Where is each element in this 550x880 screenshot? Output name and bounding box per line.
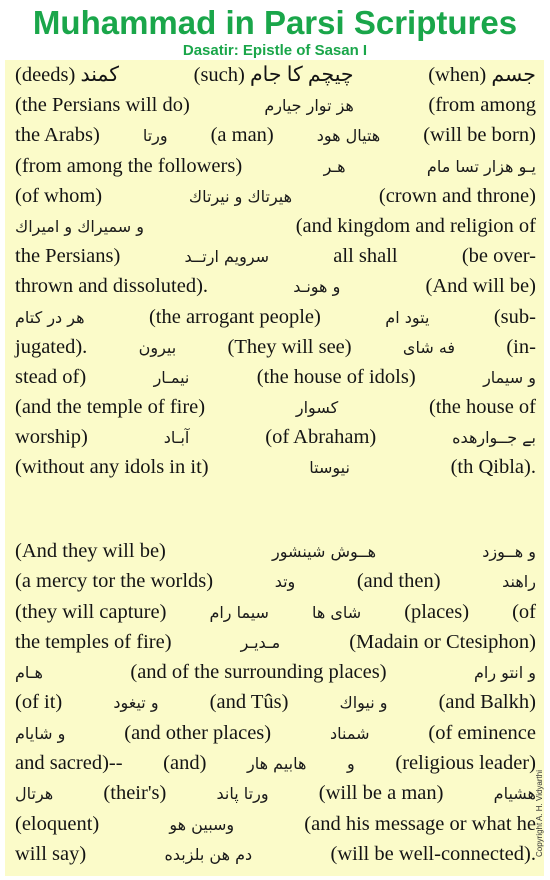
english-text: (places)	[404, 600, 470, 623]
text-line	[5, 687, 544, 717]
text-line	[5, 566, 544, 596]
persian-text: و شایام	[15, 723, 66, 743]
english-text: (They will see)	[227, 335, 352, 358]
english-text: (will be a man)	[318, 782, 444, 805]
persian-text: مـديـر	[240, 632, 281, 652]
text-line	[5, 718, 544, 748]
english-text: (of it)	[15, 691, 63, 714]
text-line	[5, 748, 544, 778]
english-text: (in-	[506, 335, 536, 358]
page-title: Muhammad in Parsi Scriptures	[32, 4, 518, 41]
english-text: all shall	[333, 245, 398, 268]
text-line	[5, 181, 544, 211]
english-text: (of	[512, 600, 536, 623]
english-text: (the house of idols)	[256, 365, 416, 388]
english-text: (when) جسم	[428, 64, 536, 86]
english-text: (such) چیچم کا جام	[193, 64, 354, 86]
text-line	[5, 332, 544, 362]
english-text: (sub-	[493, 305, 536, 328]
text-line	[5, 627, 544, 657]
persian-text: و انتو رام	[474, 663, 536, 683]
text-line	[5, 536, 544, 566]
text-line	[5, 597, 544, 627]
persian-text: هرتال	[15, 784, 54, 804]
persian-text: هابیم هار	[247, 754, 307, 774]
persian-text: هــوش شینشور	[272, 542, 377, 561]
english-text: (without any idols in it)	[15, 456, 209, 479]
english-text: (and kingdom and religion of	[295, 214, 536, 237]
text-line	[5, 839, 544, 869]
persian-text: و تیغود	[113, 693, 159, 713]
text-line	[5, 271, 544, 301]
english-text: (Madain or Ctesiphon)	[349, 630, 536, 653]
persian-text: هیرتاك و نیرتاك	[188, 186, 293, 206]
persian-text: سیما رام	[209, 602, 269, 622]
persian-text: هـر	[323, 156, 346, 176]
persian-text: هشیام	[493, 784, 536, 804]
page-subtitle: Dasatir: Epistle of Sasan I	[182, 42, 368, 59]
english-text: (and then)	[356, 570, 441, 593]
english-text: (and the temple of fire)	[15, 396, 206, 419]
text-line	[5, 422, 544, 452]
persian-text: وتد	[274, 572, 296, 592]
english-text: (religious leader)	[395, 752, 536, 775]
persian-text: فه شای	[402, 337, 456, 357]
persian-text: و سمیراك و امیراك	[15, 216, 144, 236]
english-text: the temples of fire)	[15, 630, 172, 653]
english-text: stead of)	[15, 365, 87, 388]
persian-text: نیوستا	[309, 458, 350, 478]
text-line	[5, 452, 544, 482]
english-text: (they will capture)	[15, 600, 167, 623]
english-text: (will be born)	[423, 124, 536, 147]
text-line	[5, 809, 544, 839]
text-line	[5, 120, 544, 150]
text-line	[5, 151, 544, 181]
english-text: (and Tûs)	[209, 691, 289, 714]
english-text: (be over-	[461, 245, 536, 268]
english-text: (the arrogant people)	[148, 305, 321, 328]
english-text: (deeds) کمند	[15, 64, 120, 86]
persian-text: بیرون	[138, 337, 177, 357]
copyright-notice: Copyright A. H. Vidyarthi	[535, 770, 544, 858]
persian-text: و هــوزد	[482, 542, 536, 561]
persian-text: و هونـد	[293, 277, 341, 297]
scripture-scan	[5, 60, 544, 876]
english-text: (their's)	[103, 782, 167, 805]
passage-2	[5, 536, 544, 869]
english-text: (and his message or what he	[304, 812, 536, 835]
english-text: (will be well-connected).	[330, 842, 536, 865]
english-text: the Arabs)	[15, 124, 100, 147]
english-text: thrown and dissoluted).	[15, 275, 209, 298]
text-line	[5, 302, 544, 332]
persian-text: و سیمار	[483, 367, 536, 387]
english-text: (and)	[163, 752, 207, 775]
persian-text: یـو هزار تسا مام	[426, 156, 536, 176]
text-line	[5, 211, 544, 241]
english-text: and sacred)--	[15, 752, 123, 775]
persian-text: کسوار	[295, 398, 339, 418]
english-text: the Persians)	[15, 245, 121, 268]
english-text: (the house of	[428, 396, 536, 419]
english-text: (crown and throne)	[378, 184, 536, 207]
english-text: (a mercy tor the worlds)	[15, 570, 214, 593]
text-line	[5, 241, 544, 271]
text-line	[5, 362, 544, 392]
english-text: (the Persians will do)	[15, 94, 190, 117]
persian-text: و	[347, 754, 355, 774]
english-text: (of whom)	[15, 184, 103, 207]
english-text: (of Abraham)	[265, 426, 377, 449]
english-text: (from among	[428, 94, 536, 117]
english-text: (of eminence	[428, 721, 536, 744]
persian-text: نيمـار	[153, 367, 190, 387]
english-text: (And they will be)	[15, 540, 166, 562]
text-line	[5, 392, 544, 422]
persian-text: وسبین هو	[169, 814, 235, 834]
english-text: (And will be)	[425, 275, 536, 298]
english-text: (a man)	[210, 124, 274, 147]
english-text: (and of the surrounding places)	[130, 661, 387, 684]
passage-1	[5, 60, 544, 483]
persian-text: دم هن بلزبده	[164, 844, 253, 864]
english-text: worship)	[15, 426, 88, 449]
persian-text: ورتا	[142, 126, 168, 146]
persian-text: يتود ام	[385, 307, 430, 327]
persian-text: شمناد	[330, 723, 370, 743]
text-line	[5, 90, 544, 120]
english-text: (and Balkh)	[438, 691, 536, 714]
english-text: will say)	[15, 842, 87, 865]
persian-text: هز توار جیارم	[264, 96, 354, 116]
english-text: (and other places)	[124, 721, 272, 744]
persian-text: هـام	[15, 663, 43, 683]
english-text: (eloquent)	[15, 812, 100, 835]
persian-text: هتیال هود	[316, 126, 381, 146]
english-text: jugated).	[15, 335, 88, 358]
persian-text: بے جــوارهده	[452, 428, 536, 448]
english-text: (th Qibla).	[450, 456, 536, 479]
persian-text: آبـاد	[163, 428, 190, 448]
persian-text: و نیواك	[339, 693, 388, 713]
text-line	[5, 778, 544, 808]
text-line	[5, 657, 544, 687]
persian-text: ورتا پاند	[216, 784, 269, 804]
persian-text: هر در کتام	[15, 307, 85, 327]
persian-text: سرويم ارتــد	[184, 247, 270, 267]
english-text: (from among the followers)	[15, 154, 243, 177]
text-line	[5, 60, 544, 90]
persian-text: راهند	[502, 572, 536, 592]
persian-text: شای ها	[311, 602, 362, 622]
